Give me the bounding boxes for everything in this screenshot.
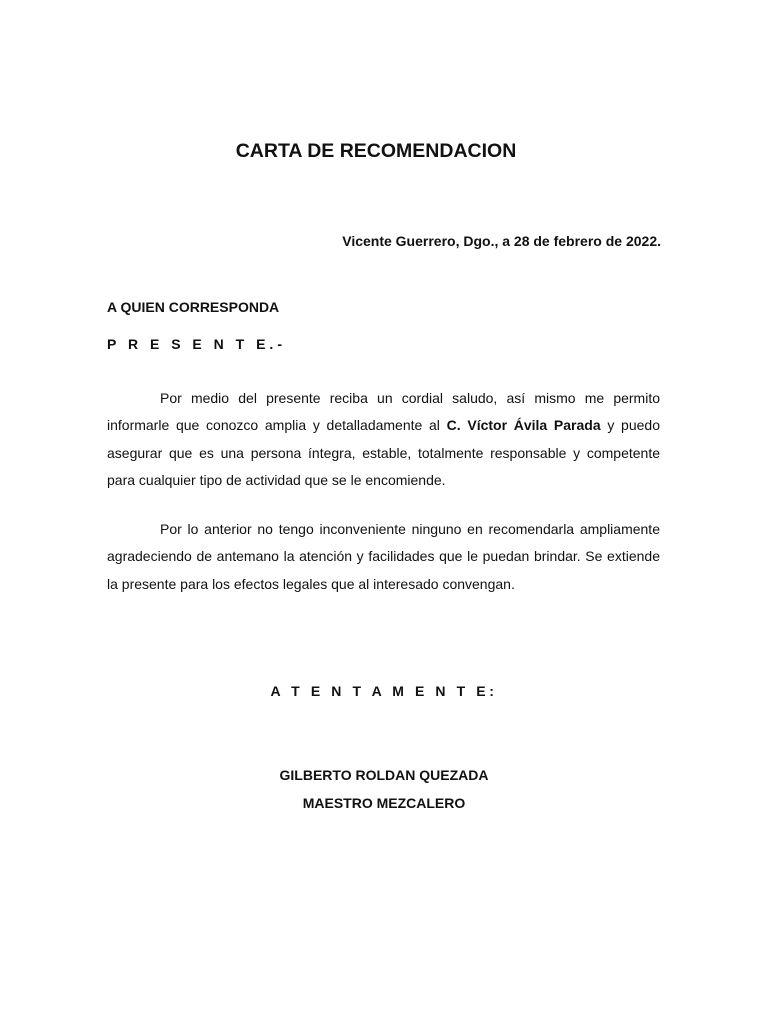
letter-title: CARTA DE RECOMENDACION [235, 140, 517, 162]
paragraph-1-text-end: y puedo asegurar que es una persona íntegra, estable, totalmente responsable y competente para cualquier tipo de actividad que se le encomiende. [107, 417, 660, 488]
addressee: A QUIEN CORRESPONDA [107, 299, 280, 315]
closing-salutation: A T E N T A M E N T E: [270, 683, 498, 699]
body-paragraph-1 [107, 385, 660, 494]
presente-line: P R E S E N T E.- [107, 336, 286, 352]
paragraph-1-text-start: Por medio del presente reciba un cordial saludo, así mismo me permito informarle que conozco amplia y detalladamente al [107, 390, 660, 434]
signer-name: GILBERTO ROLDAN QUEZADA [279, 767, 489, 783]
body-paragraph-2: Por lo anterior no tengo inconveniente ninguno en recomendarla ampliamente agradeciendo de antemano la atención y facilidades que le puedan brindar. Se extiende la presente para los efectos legales que al interesado convengan. [107, 521, 660, 592]
recommended-person-name: C. Víctor Ávila Parada [446, 417, 601, 434]
signer-title: MAESTRO MEZCALERO [302, 794, 466, 811]
signature-block [0, 762, 768, 817]
place-and-date: Vicente Guerrero, Dgo., a 28 de febrero de 2022. [342, 233, 661, 249]
